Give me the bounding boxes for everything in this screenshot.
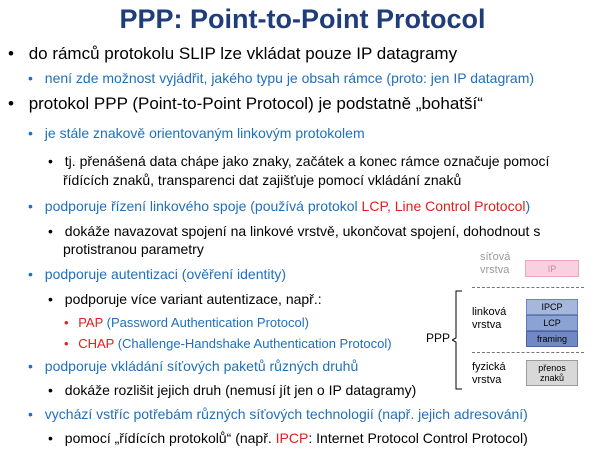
bullet-l3 xyxy=(48,153,549,169)
link-layer-label xyxy=(472,306,506,332)
bullet-dot-icon: • xyxy=(8,44,14,63)
ppp-label: PPP xyxy=(426,331,451,345)
bullet-text: (Password Authentication Protocol) xyxy=(103,315,309,330)
bullet-l4 xyxy=(64,336,392,351)
bullet-text: dokáže rozlišit jejich druh (nemusí jít jen o IP datagramy) xyxy=(64,382,417,398)
pap-highlight: PAP xyxy=(78,315,104,330)
bullet-l3-cont: protistranou parametry xyxy=(63,241,204,257)
physical-layer-label xyxy=(472,361,506,387)
ipcp-box: IPCP xyxy=(526,299,578,315)
bullet-l2 xyxy=(28,70,534,86)
bullet-dot-icon: • xyxy=(8,94,14,113)
network-layer-label-line1: síťová xyxy=(480,251,511,263)
slide-title: PPP: Point-to-Point Protocol xyxy=(119,4,486,34)
bullet-text-end: ) xyxy=(525,198,531,214)
bullet-text: podporuje více variant autentizace, např.: xyxy=(64,291,322,307)
bullet-dot-icon: • xyxy=(28,266,33,282)
character-transfer-box-line2: znaků xyxy=(539,373,565,383)
framing-box: framing xyxy=(526,331,578,347)
bullet-dot-icon: • xyxy=(28,125,33,141)
lcp-highlight: LCP, Line Control Protocol xyxy=(361,198,526,214)
bullet-l4 xyxy=(64,315,309,330)
bullet-l2 xyxy=(28,125,365,141)
character-transfer-box xyxy=(526,360,578,386)
bullet-dot-icon: • xyxy=(28,198,33,214)
physical-layer-label-line2: vrstva xyxy=(472,374,502,386)
bullet-dot-icon: • xyxy=(28,70,33,86)
bullet-text: není zde možnost vyjádřit, jakého typu je obsah rámce (proto: jen IP datagram) xyxy=(44,70,535,86)
bullet-l1 xyxy=(8,94,483,114)
bullet-text: (Challenge-Handshake Authentication Protocol) xyxy=(114,336,392,351)
layer-divider xyxy=(472,352,584,353)
bullet-l1 xyxy=(8,44,457,64)
physical-layer-label-line1: fyzická xyxy=(472,361,506,373)
bullet-dot-icon: • xyxy=(48,382,53,398)
bullet-text: podporuje řízení linkového spoje (používá protokol xyxy=(44,198,362,214)
bullet-l2 xyxy=(28,198,530,214)
bullet-dot-icon: • xyxy=(28,358,33,374)
ip-box: IP xyxy=(525,260,579,277)
bullet-dot-icon: • xyxy=(48,430,53,446)
bullet-l3 xyxy=(48,430,528,446)
bullet-text: podporuje vkládání síťových paketů různých druhů xyxy=(44,358,359,374)
bullet-l2 xyxy=(28,266,286,282)
bullet-dot-icon: • xyxy=(48,291,53,307)
layer-divider xyxy=(472,287,584,288)
bullet-dot-icon: • xyxy=(64,336,69,351)
chap-highlight: CHAP xyxy=(78,336,115,351)
bullet-dot-icon: • xyxy=(64,315,69,330)
bullet-text: do rámců protokolu SLIP lze vkládat pouze IP datagramy xyxy=(28,44,458,63)
ppp-bracket-icon xyxy=(452,290,466,390)
network-layer-label xyxy=(480,251,510,277)
bullet-l3-cont: řídících znaků, transparenci dat zajišťuje pomocí vkládání znaků xyxy=(63,172,462,188)
bullet-dot-icon: • xyxy=(48,153,53,169)
bullet-l3 xyxy=(48,223,540,239)
ipcp-highlight: IPCP xyxy=(275,430,309,446)
character-transfer-box-line1: přenos xyxy=(538,363,566,373)
bullet-text: tj. přenášená data chápe jako znaky, začátek a konec rámce označuje pomocí xyxy=(64,153,550,169)
bullet-l3 xyxy=(48,291,322,307)
bullet-l2 xyxy=(28,358,358,374)
network-layer-label-line2: vrstva xyxy=(480,264,510,276)
bullet-dot-icon: • xyxy=(48,223,53,239)
bullet-dot-icon: • xyxy=(28,406,33,422)
bullet-text-end: : Internet Protocol Control Protocol) xyxy=(308,430,528,446)
lcp-box: LCP xyxy=(526,315,578,331)
bullet-text: vychází vstříc potřebám různých síťových technologií (např. jejich adresování) xyxy=(44,406,528,422)
link-layer-label-line1: linková xyxy=(472,306,507,318)
bullet-text: podporuje autentizaci (ověření identity) xyxy=(44,266,287,282)
bullet-l2 xyxy=(28,406,528,422)
link-layer-label-line2: vrstva xyxy=(472,319,502,331)
bullet-text: dokáže navazovat spojení na linkové vrstvě, ukončovat spojení, dohodnout s xyxy=(64,223,541,239)
bullet-text: pomocí „řídících protokolů“ (např. xyxy=(64,430,276,446)
bullet-text: je stále znakově orientovaným linkovým protokolem xyxy=(44,125,365,141)
bullet-l3 xyxy=(48,382,416,398)
bullet-text: protokol PPP (Point-to-Point Protocol) je podstatně „bohatší“ xyxy=(28,94,483,113)
